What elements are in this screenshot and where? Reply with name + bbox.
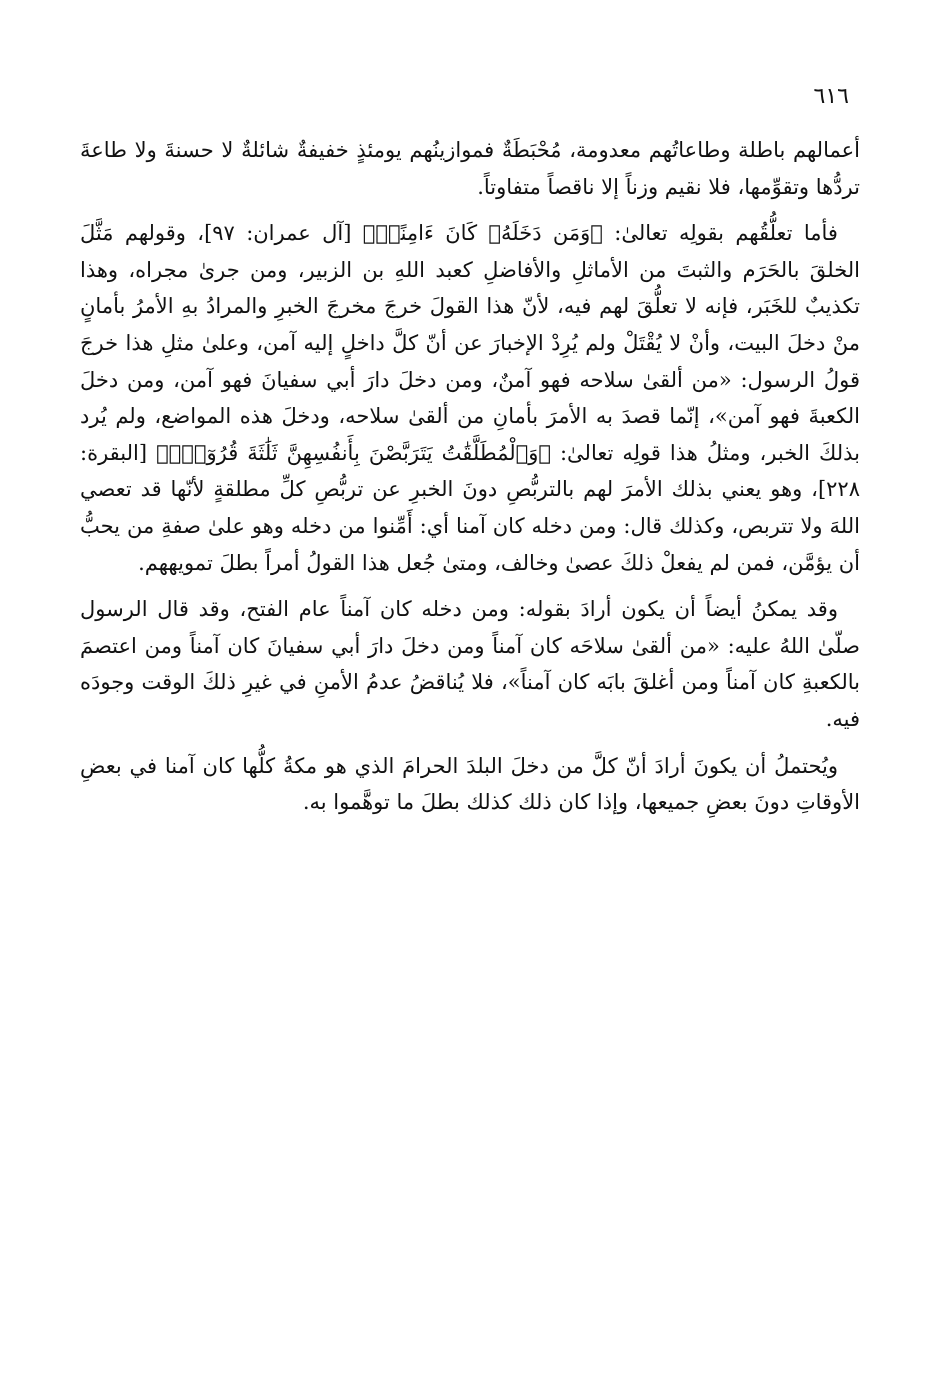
- paragraph-1: أعمالهم باطلة وطاعاتُهم معدومة، مُحْبَطَةٌ فموازينُهم يومئذٍ خفيفةٌ شائلةٌ لا حسنةَ ولا طاعةَ تردُّها وتقوِّمها، فلا نقيم وزناً إلا ناقصاً متفاوتاً.: [80, 138, 860, 199]
- text-body: [80, 132, 860, 827]
- paragraph-4: ويُحتملُ أن يكونَ أرادَ أنّ كلَّ من دخلَ البلدَ الحرامَ الذي هو مكةُ كلُّها كان آمنا في بعضِ الأوقاتِ دونَ بعضِ جميعها، وإذا كان ذلك كذلك بطلَ ما توهَّموا به.: [80, 753, 860, 815]
- paragraph-3: وقد يمكنُ أيضاً أن يكون أرادَ بقوله: ومن دخله كان آمناً عام الفتح، وقد قال الرسول صلّىٰ اللهُ عليه: «من ألقىٰ سلاحَه كان آمناً ومن دخلَ دارَ أبي سفيانَ كان آمناً ومن اعتصمَ بالكعبةِ كان آمناً ومن أغلقَ بابَه كان آمناً»، فلا يُناقضُ عدمُ الأمنِ في غيرِ ذلكَ الوقت وجودَه فيه.: [80, 597, 860, 731]
- paragraph-2: فأما تعلُّقُهم بقولِه تعالىٰ: ﴿وَمَن دَخَلَهُۥ كَانَ ءَامِنًاۗ﴾ [آل عمران: ٩٧]، وقولهم مَثَّلَ الخلقَ بالحَرَم والثبتَ من الأماثلِ والأفاضلِ كعبد اللهِ بن الزبير، ومن جرىٰ مجراه، وهذا تكذيبٌ للخَبَر، فإنه لا تعلُّقَ لهم فيه، لأنّ هذا القولَ خرجَ مخرجَ الخبرِ والمرادُ بهِ الأمرُ بأمانٍ منْ دخلَ البيت، وأنْ لا يُقْتَلْ ولم يُرِدْ الإخبارَ عن أنّ كلَّ داخلٍ إليه آمن، وعلىٰ مثلِ هذا خرجَ قولُ الرسول: «من ألقىٰ سلاحه فهو آمنٌ، ومن دخلَ دارَ أبي سفيانَ فهو آمن، ومن دخلَ الكعبةَ فهو آمن»، إنّما قصدَ به الأمرَ بأمانِ من ألقىٰ سلاحه، ودخلَ هذه المواضع، ولم يُرد بذلكَ الخبر، ومثلُ هذا قولِه تعالىٰ: ﴿وَٱلْمُطَلَّقَٰتُ يَتَرَبَّصْنَ بِأَنفُسِهِنَّ ثَلَٰثَةَ قُرُوٓءٍۚ﴾ [البقرة: ٢٢٨]، وهو يعني بذلك الأمرَ لهم بالتربُّصِ دونَ الخبرِ عن تربُّصِ كلِّ مطلقةٍ لأنّها قد تعصي اللهَ ولا تتربص، وكذلك قال: ومن دخله كان آمنا أي: أَمِّنوا من دخله وهو علىٰ صفةِ من يحبُّ أن يؤمَّن، فمن لم يفعلْ ذلكَ عصىٰ وخالف، ومتىٰ جُعل هذا القولُ أمراً بطلَ تمويههم.: [80, 221, 860, 575]
- page-number: ٦١٦: [813, 84, 849, 109]
